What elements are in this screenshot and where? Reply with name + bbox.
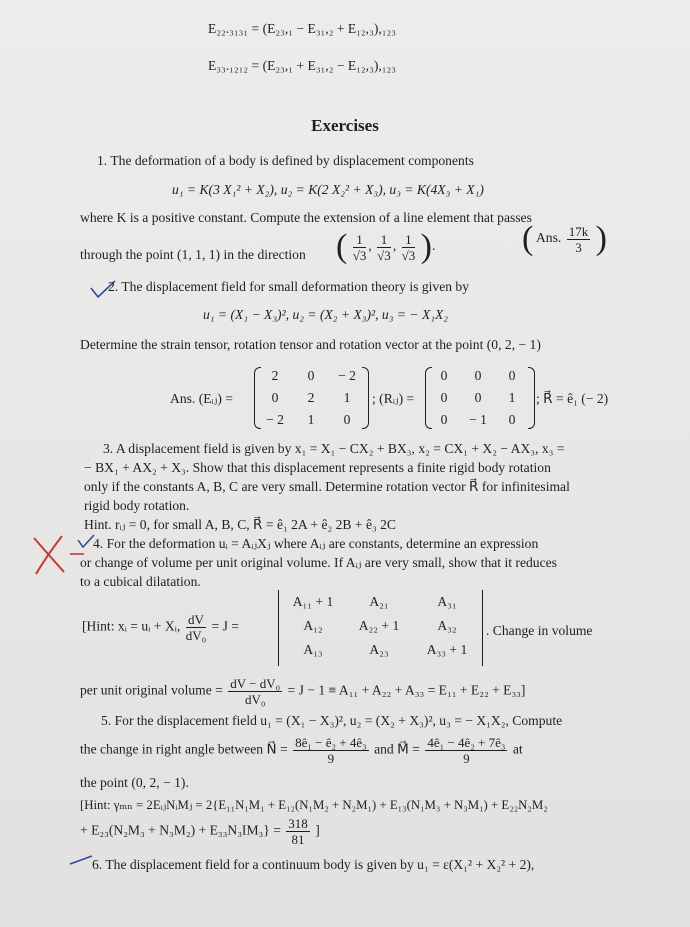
ex1-answer-label: Ans. xyxy=(535,230,562,246)
ex5-at: at xyxy=(512,741,523,757)
det-cell: A₂₃ xyxy=(369,642,389,657)
dv-num: dV xyxy=(186,612,206,628)
equation-e33-1212: E₃₃.₁₂₁₂ = (E₂₃,₁ + E₃₁,₂ − E₁₂,₃),₁₂₃ xyxy=(208,58,396,73)
det-cell: A₂₂ + 1 xyxy=(358,618,400,633)
ex1-line3: through the point (1, 1, 1) in the direction xyxy=(80,247,306,262)
ex5-and: and M⃗ = xyxy=(374,741,420,757)
change-in-volume: . Change in volume xyxy=(486,623,593,638)
dir-num-1: 1 xyxy=(353,232,367,248)
matrix-cell: 0 xyxy=(440,412,448,427)
matrix-cell: 1 xyxy=(508,390,516,405)
rotation-bracket-right xyxy=(528,367,535,429)
dir-den-2: √3 xyxy=(377,247,391,263)
matrix-cell: − 1 xyxy=(469,412,487,427)
matrix-cell: − 2 xyxy=(266,412,284,427)
n-vector-den: 9 xyxy=(327,751,335,766)
pv-den: dV₀ xyxy=(244,692,266,707)
matrix-cell: 0 xyxy=(307,368,315,383)
determinant-bar-left xyxy=(278,590,279,666)
matrix-cell: 2 xyxy=(271,368,279,383)
ex5-line3: the point (0, 2, − 1). xyxy=(80,775,189,790)
dir-den-1: √3 xyxy=(352,247,367,263)
ex4-line2: or change of volume per unit original volume. If Aᵢⱼ are very small, show that it reduces xyxy=(80,555,557,570)
ex3-line1: 3. A displacement field is given by x₁ = X₁ − CX₂ + BX₃, x₂ = CX₁ + X₂ − AX₃, x₃ = xyxy=(103,441,565,456)
result-den: 81 xyxy=(291,832,305,847)
ex1-intro: 1. The deformation of a body is defined by displacement components xyxy=(97,153,474,168)
matrix-cell: 0 xyxy=(271,390,279,405)
det-cell: A₁₃ xyxy=(303,642,323,657)
det-cell: A₁₁ + 1 xyxy=(292,594,334,609)
matrix-cell: 0 xyxy=(508,368,516,383)
strain-bracket-right xyxy=(362,367,369,429)
determinant-bar-right xyxy=(482,590,483,666)
result-num: 318 xyxy=(288,816,308,831)
ex1-answer: ( Ans. $\frac{17k}{3}$ ) xyxy=(522,220,607,257)
pen-mark-icon xyxy=(68,852,94,868)
section-title: Exercises xyxy=(311,116,379,135)
ex5-line2 xyxy=(80,735,523,766)
ex2-answer-label: Ans. (Eᵢⱼ) = xyxy=(170,391,233,406)
ex2-equation: u₁ = (X₁ − X₃)², u₂ = (X₂ + X₃)², u₃ = − X₁X₂ xyxy=(203,307,449,322)
det-cell: A₃₃ + 1 xyxy=(426,642,468,657)
ex1-equation: u₁ = K(3 X₁² + X₂), u₂ = K(2 X₂² + X₃), u₃ = K(4X₃ + X₁) xyxy=(172,182,484,197)
pv-num: dV − dV₀ xyxy=(230,676,281,691)
hint-lead-text: [Hint: xᵢ = uᵢ + Xᵢ, xyxy=(82,618,181,634)
dir-num-3: 1 xyxy=(402,232,416,248)
ex2-intro: 2. The displacement field for small deformation theory is given by xyxy=(108,279,470,294)
ex1-line2: where K is a positive constant. Compute the extension of a line element that passes xyxy=(80,210,532,225)
det-cell: A₃₁ xyxy=(437,594,457,609)
matrix-cell: 0 xyxy=(440,390,448,405)
per-unit-volume xyxy=(80,676,525,707)
m-vector-den: 9 xyxy=(463,751,470,766)
j-equals: = J = xyxy=(211,618,239,634)
matrix-cell: 0 xyxy=(508,412,516,427)
matrix-cell: 0 xyxy=(440,368,448,383)
matrix-cell: 0 xyxy=(343,412,351,427)
m-vector-num: 4ê₁ − 4ê₂ + 7ê₃ xyxy=(427,735,506,750)
ex3-line4: rigid body rotation. xyxy=(84,498,190,513)
ex3-line3: only if the constants A, B, C are very small. Determine rotation vector R⃗ for infinitesimal xyxy=(84,479,570,494)
ex5-hint-lead: + E₂₃(N₂M₃ + N₃M₂) + E₃₃N₃IM₃} = xyxy=(80,822,281,838)
ex1-direction-vector: ( $\frac{1}{√3}$ , $\frac{1}{√3}$ , $\frac{1}{√3}$ ). xyxy=(336,228,436,265)
ex1-answer-num: 17k xyxy=(568,223,589,239)
ex2-line2: Determine the strain tensor, rotation tensor and rotation vector at the point (0, 2, − 1) xyxy=(80,337,541,352)
det-cell: A₂₁ xyxy=(369,594,389,609)
ex5-lead: the change in right angle between N⃗ = xyxy=(80,741,288,757)
ex6-line1: 6. The displacement field for a continuum body is given by u₁ = ε(X₁² + X₂² + 2), xyxy=(92,857,535,872)
ex4-hint-lead xyxy=(82,612,239,643)
det-cell: A₁₂ xyxy=(303,618,323,633)
ex5-hint: [Hint: γₘₙ = 2EᵢⱼNᵢMⱼ = 2{E₁₁N₁M₁ + E₁₂(N₁M₂ + N₂M₁) + E₁₃(N₁M₃ + N₃M₁) + E₂₂N₂M₂ xyxy=(80,798,548,812)
matrix-cell: 2 xyxy=(307,390,315,405)
matrix-cell: 1 xyxy=(343,390,351,405)
ex5-line1: 5. For the displacement field u₁ = (X₁ − X₃)², u₂ = (X₂ + X₃)², u₃ = − X₁X₂, Compute xyxy=(101,713,563,728)
matrix-cell: 0 xyxy=(474,390,482,405)
dir-den-3: √3 xyxy=(401,247,416,263)
ex4-line1: 4. For the deformation uᵢ = AᵢⱼXⱼ where Aᵢⱼ are constants, determine an expression xyxy=(93,536,539,551)
ex3-line2: − BX₁ + AX₂ + X₃. Show that this displacement represents a finite rigid body rotation xyxy=(84,460,551,475)
ex1-answer-den: 3 xyxy=(575,239,582,255)
ex3-hint: Hint. rᵢⱼ = 0, for small A, B, C, R⃗ = ê₁ 2A + ê₂ 2B + ê₃ 2C xyxy=(84,517,396,532)
per-unit-label: per unit original volume = xyxy=(80,682,223,698)
matrix-cell: − 2 xyxy=(338,368,356,383)
matrix-cell: 0 xyxy=(474,368,482,383)
ex4-line3: to a cubical dilatation. xyxy=(80,574,201,589)
det-cell: A₃₂ xyxy=(437,618,457,633)
pv-rest: = J − 1 ≡ A₁₁ + A₂₂ + A₃₃ = E₁₁ + E₂₂ + E₃₃] xyxy=(287,682,526,698)
rotation-vector: ; R⃗ = ê₁ (− 2) xyxy=(536,391,609,406)
dv-den: dV₀ xyxy=(185,628,207,643)
rotation-label: ; (Rᵢⱼ) = xyxy=(372,391,415,406)
ex5-hint-end xyxy=(80,816,320,847)
matrix-cell: 1 xyxy=(307,412,315,427)
equation-e22-3131: E₂₂.₃₁₃₁ = (E₂₃,₁ − E₃₁,₂ + E₁₂,₃),₁₂₃ xyxy=(208,21,396,36)
dir-num-2: 1 xyxy=(377,232,391,248)
n-vector-num: 8ê₁ − ê₂ + 4ê₃ xyxy=(295,735,367,750)
ex5-close: ] xyxy=(315,822,320,838)
